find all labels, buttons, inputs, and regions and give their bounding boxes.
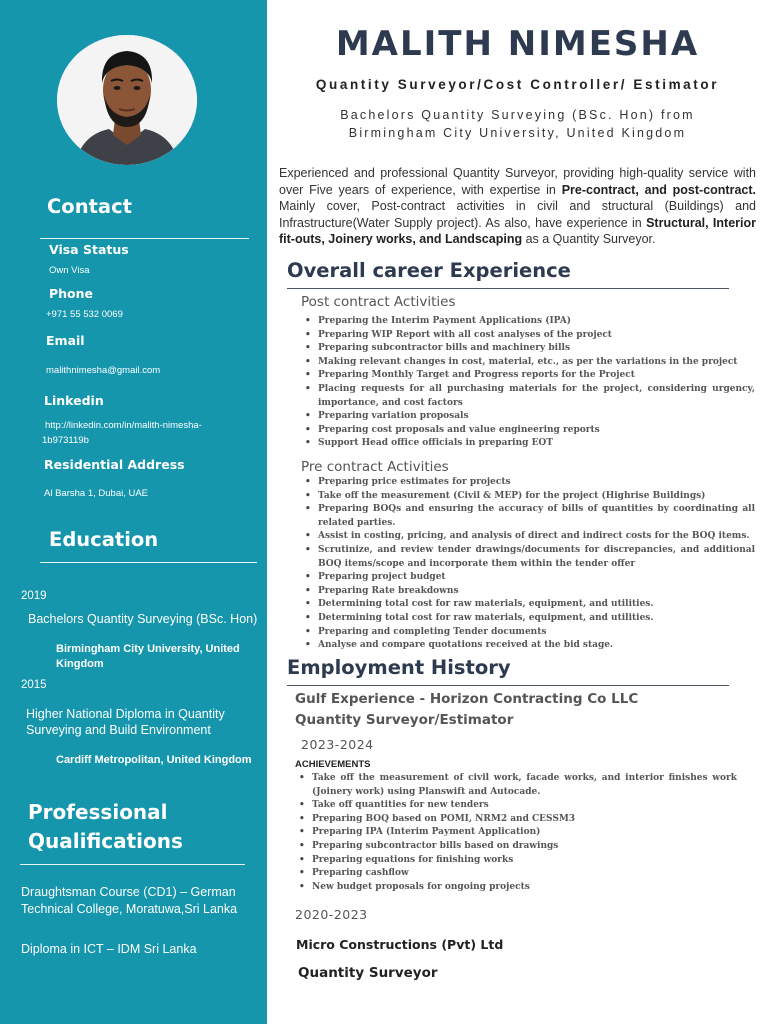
job-title: Quantity Surveyor/Cost Controller/ Estimator: [315, 77, 720, 92]
list-item: • Preparing equations for finishing works: [299, 854, 737, 868]
linkedin-link-line2[interactable]: 1b973119b: [42, 435, 89, 446]
education-degree-2-line2: Surveying and Build Environment: [26, 723, 211, 737]
list-item: • Preparing Rate breakdowns: [305, 585, 755, 599]
phone-label: Phone: [49, 286, 94, 301]
visa-status-label: Visa Status: [49, 242, 129, 257]
achievements-label: ACHIEVEMENTS: [295, 759, 371, 770]
email-link[interactable]: malithnimesha@gmail.com: [46, 365, 161, 376]
qualification-1-line1: Draughtsman Course (CD1) – German: [21, 885, 236, 899]
profile-photo: [57, 35, 197, 165]
list-item: • Placing requests for all purchasing materials for the project, considering urgency, importance, and cost factors: [305, 383, 755, 410]
list-item: • Preparing subcontractor bills and machinery bills: [305, 342, 755, 356]
list-item: • Preparing WIP Report with all cost analyses of the project: [305, 329, 755, 343]
list-item: • New budget proposals for ongoing projects: [299, 881, 737, 895]
job1-company: Gulf Experience - Horizon Contracting Co LLC: [295, 691, 639, 707]
profile-summary: [279, 165, 756, 248]
education-school-1-line1: Birmingham City University, United: [56, 643, 240, 655]
list-item: • Determining total cost for raw materials, equipment, and utilities.: [305, 598, 755, 612]
list-item: • Preparing cost proposals and value engineering reports: [305, 424, 755, 438]
pre-contract-heading: Pre contract Activities: [301, 459, 449, 475]
job2-years: 2020-2023: [295, 907, 368, 922]
summary-text-1: Experienced and professional Quantity Surveyor, providing high-quality service with over Five years of experience, with expertise in: [279, 166, 756, 197]
job2-role: Quantity Surveyor: [298, 965, 438, 981]
employment-divider: [287, 685, 729, 686]
list-item: • Assist in costing, pricing, and analysis of direct and indirect costs for the BOQ items.: [305, 530, 755, 544]
list-item: • Preparing BOQ based on POMI, NRM2 and CESSM3: [299, 813, 737, 827]
email-label: Email: [46, 333, 85, 348]
degree-summary: [267, 106, 768, 142]
list-item: • Preparing cashflow: [299, 867, 737, 881]
summary-text-3: as a Quantity Surveyor.: [522, 232, 656, 247]
linkedin-label: Linkedin: [44, 393, 104, 408]
degree-line1: Bachelors Quantity Surveying (BSc. Hon) from: [340, 108, 695, 122]
contact-heading: Contact: [47, 195, 132, 218]
qualification-1-line2: Technical College, Moratuwa,Sri Lanka: [21, 902, 238, 916]
education-degree-1: Bachelors Quantity Surveying (BSc. Hon): [28, 612, 258, 626]
list-item: • Preparing subcontractor bills based on drawings: [299, 840, 737, 854]
list-item: • Determining total cost for raw materials, equipment, and utilities.: [305, 612, 755, 626]
job2-company: Micro Constructions (Pvt) Ltd: [296, 937, 504, 952]
list-item: • Scrutinize, and review tender drawings/documents for discrepancies, and additional BOQ items/scope and incorporate them within the tender offer: [305, 544, 755, 571]
job1-role: Quantity Surveyor/Estimator: [295, 712, 514, 728]
contact-divider: [40, 238, 249, 239]
list-item: • Preparing BOQs and ensuring the accuracy of bills of quantities by coordinating all related parties.: [305, 503, 755, 530]
summary-text-2: Mainly cover, Post-contract activities in civil and structural (Buildings) and Infrastructure(Water Supply project). As also, have experience in: [279, 199, 756, 230]
address-label: Residential Address: [44, 457, 185, 472]
list-item: • Preparing Monthly Target and Progress reports for the Project: [305, 369, 755, 383]
job1-achievements-list: [299, 772, 737, 894]
post-contract-list: [305, 315, 755, 451]
list-item: • Preparing variation proposals: [305, 410, 755, 424]
qualification-2: Diploma in ICT – IDM Sri Lanka: [21, 942, 197, 956]
post-contract-heading: Post contract Activities: [301, 294, 456, 310]
list-item: • Preparing IPA (Interim Payment Application): [299, 826, 737, 840]
list-item: • Preparing price estimates for projects: [305, 476, 755, 490]
education-year-2: 2015: [21, 679, 47, 691]
degree-line2: Birmingham City University, United Kingdom: [348, 126, 687, 140]
education-divider: [40, 562, 257, 563]
linkedin-link-line1[interactable]: http://linkedin.com/in/malith-nimesha-: [45, 420, 202, 431]
list-item: • Take off the measurement of civil work, facade works, and interior finishes work (Joinery work) using Planswift and Autocade.: [299, 772, 737, 799]
list-item: • Analyse and compare quotations received at the bid stage.: [305, 639, 755, 653]
employment-heading: Employment History: [287, 656, 511, 679]
phone-value: +971 55 532 0069: [46, 309, 123, 320]
career-divider: [287, 288, 729, 289]
list-item: • Preparing the Interim Payment Applications (IPA): [305, 315, 755, 329]
main-content: [267, 0, 768, 1024]
qualifications-heading: [28, 798, 183, 856]
job1-years: 2023-2024: [301, 737, 374, 752]
candidate-name: MALITH NIMESHA: [335, 24, 700, 64]
list-item: • Take off quantities for new tenders: [299, 799, 737, 813]
education-school-2: Cardiff Metropolitan, United Kingdom: [56, 754, 252, 766]
qualifications-heading-line2: Qualifications: [28, 829, 183, 853]
education-school-1-line2: Kingdom: [56, 658, 104, 670]
qualifications-heading-line1: Professional: [28, 800, 168, 824]
summary-bold-1: Pre-contract, and post-contract.: [561, 182, 756, 197]
education-year-1: 2019: [21, 590, 47, 602]
pre-contract-list: [305, 476, 755, 653]
visa-status-value: Own Visa: [49, 265, 90, 276]
address-value: Al Barsha 1, Dubai, UAE: [44, 488, 149, 499]
qualifications-divider: [20, 864, 245, 865]
list-item: • Support Head office officials in preparing EOT: [305, 437, 755, 451]
list-item: • Preparing project budget: [305, 571, 755, 585]
list-item: • Making relevant changes in cost, material, etc., as per the variations in the project: [305, 356, 755, 370]
avatar-image: [57, 35, 197, 165]
list-item: • Take off the measurement (Civil & MEP) for the project (Highrise Buildings): [305, 490, 755, 504]
sidebar: [0, 0, 267, 1024]
list-item: • Preparing and completing Tender documents: [305, 626, 755, 640]
career-heading: Overall career Experience: [287, 259, 571, 282]
summary-bold-2: Structural, Interior fit-outs, Joinery works, and Landscaping: [279, 215, 756, 247]
education-degree-2-line1: Higher National Diploma in Quantity: [26, 707, 225, 721]
education-heading: Education: [49, 528, 159, 551]
